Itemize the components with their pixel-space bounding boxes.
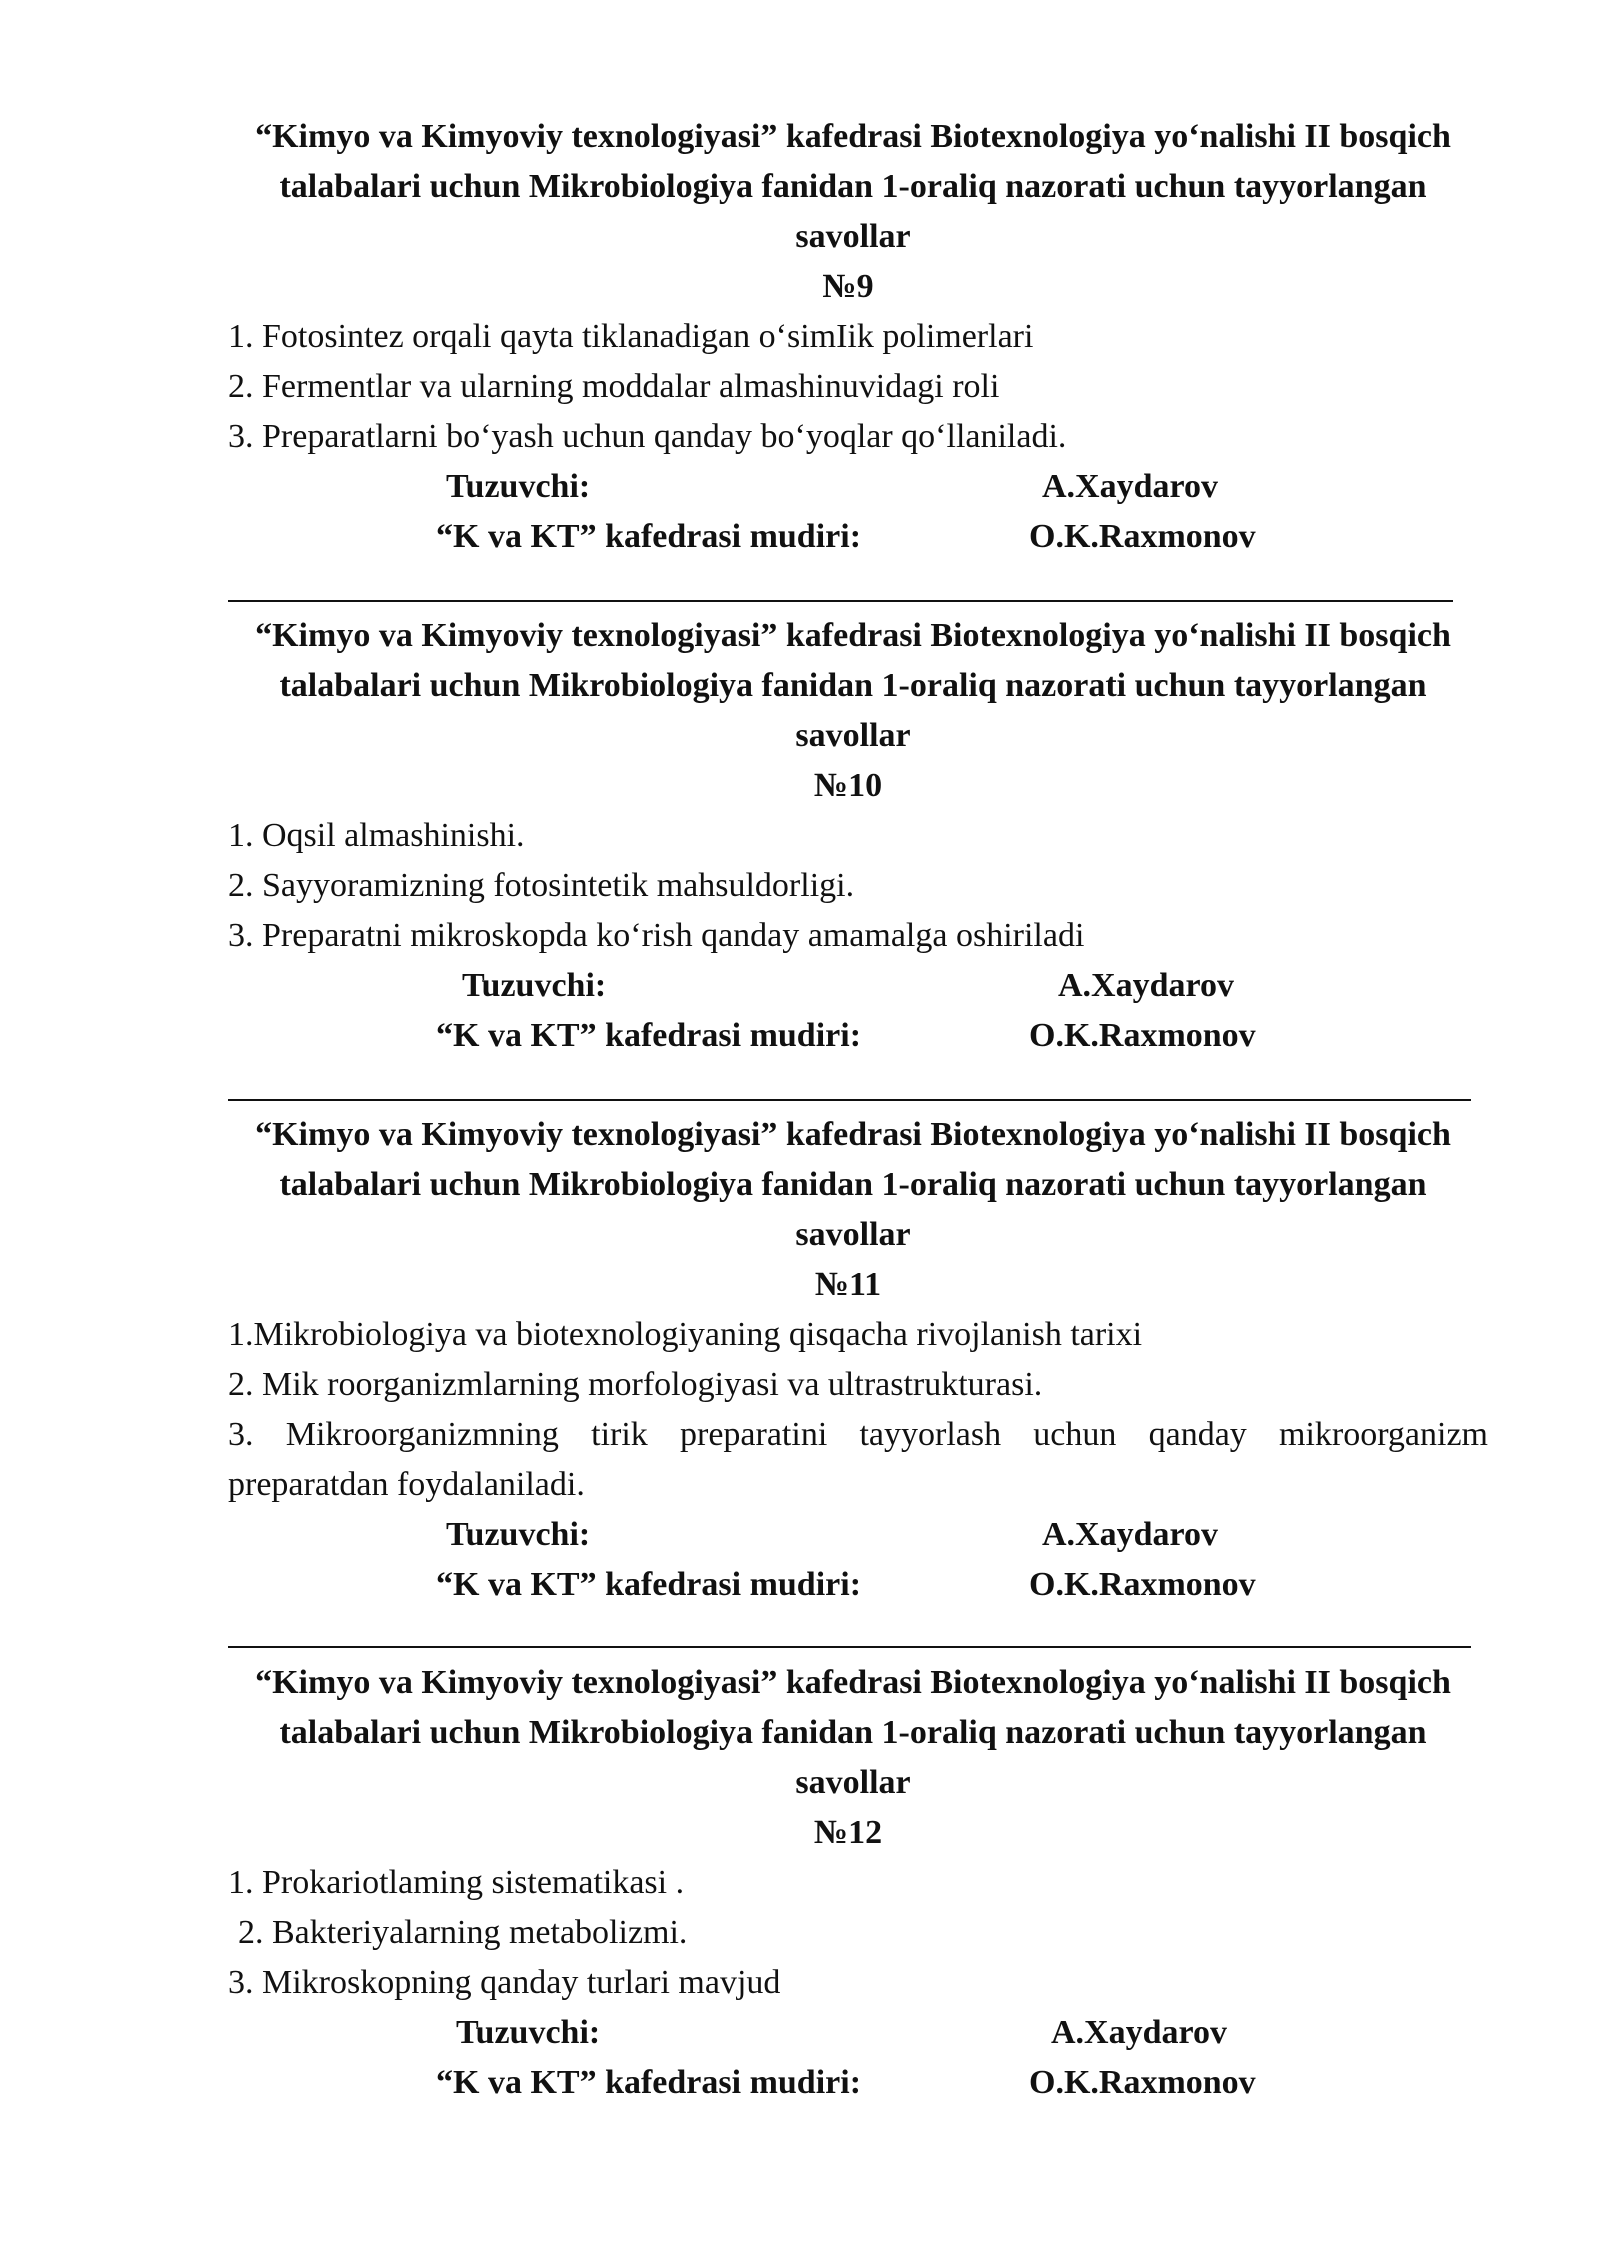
question-item: 2. Bakteriyalarning metabolizmi. bbox=[238, 1914, 688, 1951]
compiler-label: Tuzuvchi: bbox=[462, 967, 607, 1004]
ticket-heading: “Kimyo va Kimyoviy texnologiyasi” kafedrasi Biotexnologiya yo‘nalishi II bosqich talabalari uchun Mikrobiologiya fanidan 1-oraliq nazorati uchun tayyorlangan savollar bbox=[255, 617, 1451, 754]
head-name: O.K.Raxmonov bbox=[1029, 518, 1256, 555]
compiler-name: A.Xaydarov bbox=[1058, 967, 1234, 1004]
ticket-heading: “Kimyo va Kimyoviy texnologiyasi” kafedrasi Biotexnologiya yo‘nalishi II bosqich talabalari uchun Mikrobiologiya fanidan 1-oraliq nazorati uchun tayyorlangan savollar bbox=[255, 118, 1451, 255]
ticket-heading: “Kimyo va Kimyoviy texnologiyasi” kafedrasi Biotexnologiya yo‘nalishi II bosqich talabalari uchun Mikrobiologiya fanidan 1-oraliq nazorati uchun tayyorlangan savollar bbox=[255, 1116, 1451, 1253]
question-list bbox=[228, 811, 1488, 961]
question-item: 1. Fotosintez orqali qayta tiklanadigan o‘simIik polimerlari bbox=[228, 318, 1034, 355]
head-signature bbox=[228, 1560, 1488, 1610]
head-label: “K va KT” kafedrasi mudiri: bbox=[436, 2064, 862, 2101]
ticket-number: №9 bbox=[822, 268, 874, 305]
question-item: 1.Mikrobiologiya va biotexnologiyaning qisqacha rivojlanish tarixi bbox=[228, 1316, 1143, 1353]
head-label: “K va KT” kafedrasi mudiri: bbox=[436, 1566, 862, 1603]
ticket-11 bbox=[228, 1110, 1488, 1610]
compiler-name: A.Xaydarov bbox=[1051, 2014, 1227, 2051]
question-item: 3. Preparatni mikroskopda ko‘rish qanday amamalga oshiriladi bbox=[228, 917, 1085, 954]
ticket-heading: “Kimyo va Kimyoviy texnologiyasi” kafedrasi Biotexnologiya yo‘nalishi II bosqich talabalari uchun Mikrobiologiya fanidan 1-oraliq nazorati uchun tayyorlangan savollar bbox=[255, 1664, 1451, 1801]
section-divider bbox=[228, 1099, 1471, 1101]
compiler-name: A.Xaydarov bbox=[1042, 1516, 1218, 1553]
compiler-signature bbox=[228, 462, 1488, 512]
head-name: O.K.Raxmonov bbox=[1029, 2064, 1256, 2101]
question-item: 3. Mikroskopning qanday turlari mavjud bbox=[228, 1964, 781, 2001]
head-signature bbox=[228, 512, 1488, 562]
question-list bbox=[228, 1858, 1488, 2008]
ticket-number: №12 bbox=[813, 1814, 883, 1851]
section-divider bbox=[228, 600, 1453, 602]
question-item: 3. Mikroorganizmning tirik preparatini tayyorlash uchun qanday mikroorganizm preparatdan foydalaniladi. bbox=[228, 1416, 1488, 1503]
section-divider bbox=[228, 1646, 1471, 1648]
question-item: 2. Sayyoramizning fotosintetik mahsuldorligi. bbox=[228, 867, 855, 904]
compiler-label: Tuzuvchi: bbox=[446, 1516, 591, 1553]
ticket-number: №10 bbox=[813, 767, 883, 804]
question-item: 3. Preparatlarni bo‘yash uchun qanday bo‘yoqlar qo‘llaniladi. bbox=[228, 418, 1067, 455]
compiler-label: Tuzuvchi: bbox=[456, 2014, 601, 2051]
ticket-10 bbox=[228, 611, 1488, 1061]
compiler-name: A.Xaydarov bbox=[1042, 468, 1218, 505]
ticket-number: №11 bbox=[814, 1266, 882, 1303]
compiler-label: Tuzuvchi: bbox=[446, 468, 591, 505]
head-label: “K va KT” kafedrasi mudiri: bbox=[436, 518, 862, 555]
ticket-9 bbox=[228, 112, 1488, 562]
question-item: 1. Prokariotlaming sistematikasi . bbox=[228, 1864, 685, 1901]
question-item: 1. Oqsil almashinishi. bbox=[228, 817, 525, 854]
head-name: O.K.Raxmonov bbox=[1029, 1017, 1256, 1054]
ticket-12 bbox=[228, 1658, 1488, 2108]
compiler-signature bbox=[228, 2008, 1488, 2058]
question-item: 2. Mik roorganizmlarning morfologiyasi va ultrastrukturasi. bbox=[228, 1366, 1043, 1403]
head-label: “K va KT” kafedrasi mudiri: bbox=[436, 1017, 862, 1054]
question-list bbox=[228, 1310, 1488, 1510]
compiler-signature bbox=[228, 961, 1488, 1011]
question-list bbox=[228, 312, 1488, 462]
head-signature bbox=[228, 2058, 1488, 2108]
question-item: 2. Fermentlar va ularning moddalar almashinuvidagi roli bbox=[228, 368, 1000, 405]
compiler-signature bbox=[228, 1510, 1488, 1560]
head-signature bbox=[228, 1011, 1488, 1061]
head-name: O.K.Raxmonov bbox=[1029, 1566, 1256, 1603]
